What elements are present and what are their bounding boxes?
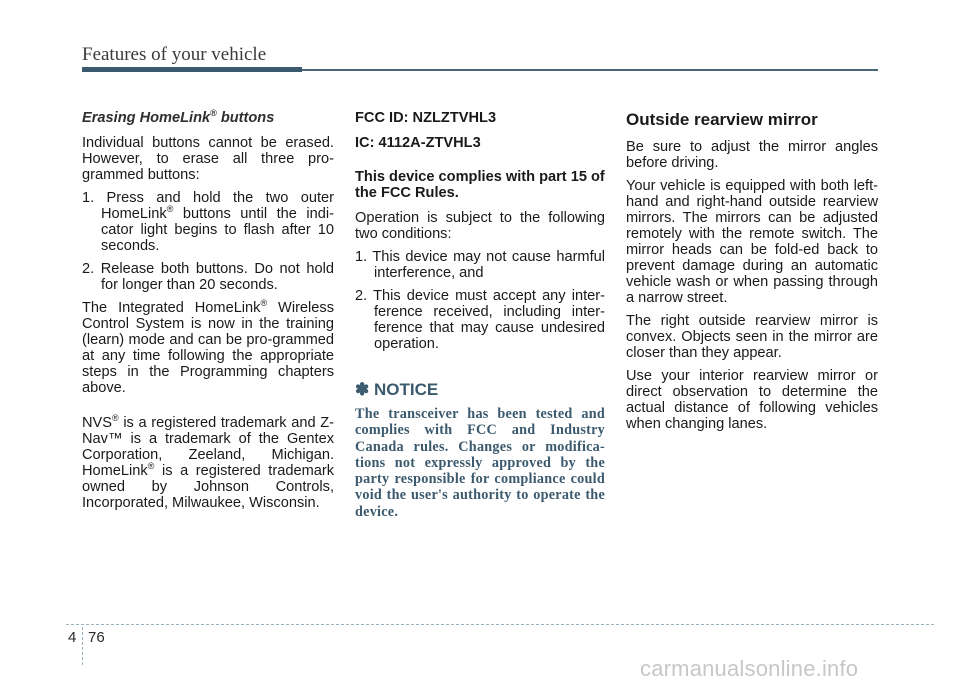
column-mirror xyxy=(626,110,878,439)
page-header-title: Features of your vehicle xyxy=(82,44,267,65)
step-1-text: 1. Press and hold the two outer HomeLink xyxy=(82,190,334,222)
registered-mark: ® xyxy=(166,204,174,215)
footer-rule xyxy=(66,624,934,625)
notice-heading xyxy=(355,382,605,398)
paragraph-operation-conditions: Operation is subject to the following two conditions: xyxy=(355,210,605,242)
page-number: 76 xyxy=(88,629,105,646)
fcc-compliance-statement: This device complies with part 15 of the FCC Rules. xyxy=(355,169,605,201)
registered-mark: ® xyxy=(210,108,217,119)
header-accent-bar xyxy=(82,67,302,72)
registered-mark: ® xyxy=(147,461,155,472)
notice-asterisk-icon: ✽ xyxy=(355,380,370,399)
trademark-text-end: is a registered trademark owned by Johnson Controls, Incorporated, Milwaukee, Wisconsin. xyxy=(82,463,334,511)
section-heading-erasing-homelink xyxy=(82,110,334,126)
fcc-id: FCC ID: NZLZTVHL3 xyxy=(355,110,497,126)
page-section-number: 4 xyxy=(68,629,77,646)
paragraph-adjust-mirror: Be sure to adjust the mirror angles before driving. xyxy=(626,139,878,171)
list-item-condition-2: 2. This device must accept any inter-ference received, including inter-ference that may cause undesired operation. xyxy=(355,288,605,352)
registered-mark: ® xyxy=(112,413,119,424)
list-item-step-1 xyxy=(82,190,334,254)
registered-mark: ® xyxy=(260,298,268,309)
column-homelink xyxy=(82,110,334,518)
column-fcc xyxy=(355,110,605,520)
header-rule xyxy=(302,69,878,71)
watermark: carmanualsonline.info xyxy=(640,656,859,681)
ic-id: IC: 4112A-ZTVHL3 xyxy=(355,135,481,151)
notice-title: NOTICE xyxy=(369,380,439,399)
paragraph-training-mode xyxy=(82,300,334,396)
trademark-text: NVS xyxy=(82,415,113,431)
footer-divider xyxy=(82,627,83,665)
paragraph-erase-intro: Individual buttons cannot be erased. However, to erase all three pro-grammed buttons: xyxy=(82,135,334,183)
training-text-cont: Wireless Control System is now in the training (learn) mode and can be pro-grammed at any time following the appropriate steps in the Programming chapters above. xyxy=(82,300,334,396)
trademark-text-cont: is a registered trademark and Z-Nav™ is a trademark of the Gentex Corporation, Zeeland, Michigan. HomeLink xyxy=(82,415,334,479)
notice-body: The transceiver has been tested and complies with FCC and Industry Canada rules. Changes or modifica-tions not expressly approved by the party responsible for compliance could void the user's authority to operate the device. xyxy=(355,406,605,520)
step-1-text-cont: buttons until the indi-cator light begins to flash after 10 seconds. xyxy=(101,206,334,254)
list-item-condition-1: 1. This device may not cause harmful interference, and xyxy=(355,249,605,281)
training-text: The Integrated HomeLink xyxy=(82,300,261,316)
list-item-step-2: 2. Release both buttons. Do not hold for longer than 20 seconds. xyxy=(82,261,334,293)
paragraph-mirror-equipment: Your vehicle is equipped with both left-hand and right-hand outside rearview mirrors. The mirrors can be adjusted remotely with the remote switch. The mirror heads can be fold-ed back to prevent damage during an automatic vehicle wash or when passing through a narrow street. xyxy=(626,178,878,306)
paragraph-convex-mirror: The right outside rearview mirror is convex. Objects seen in the mirror are closer than they appear. xyxy=(626,313,878,361)
heading-tail: buttons xyxy=(216,110,275,126)
heading-text: Erasing HomeLink xyxy=(82,110,211,126)
paragraph-changing-lanes: Use your interior rearview mirror or direct observation to determine the actual distance of following vehicles when changing lanes. xyxy=(626,368,878,432)
paragraph-trademarks xyxy=(82,415,334,511)
section-heading-outside-mirror: Outside rearview mirror xyxy=(626,110,818,129)
